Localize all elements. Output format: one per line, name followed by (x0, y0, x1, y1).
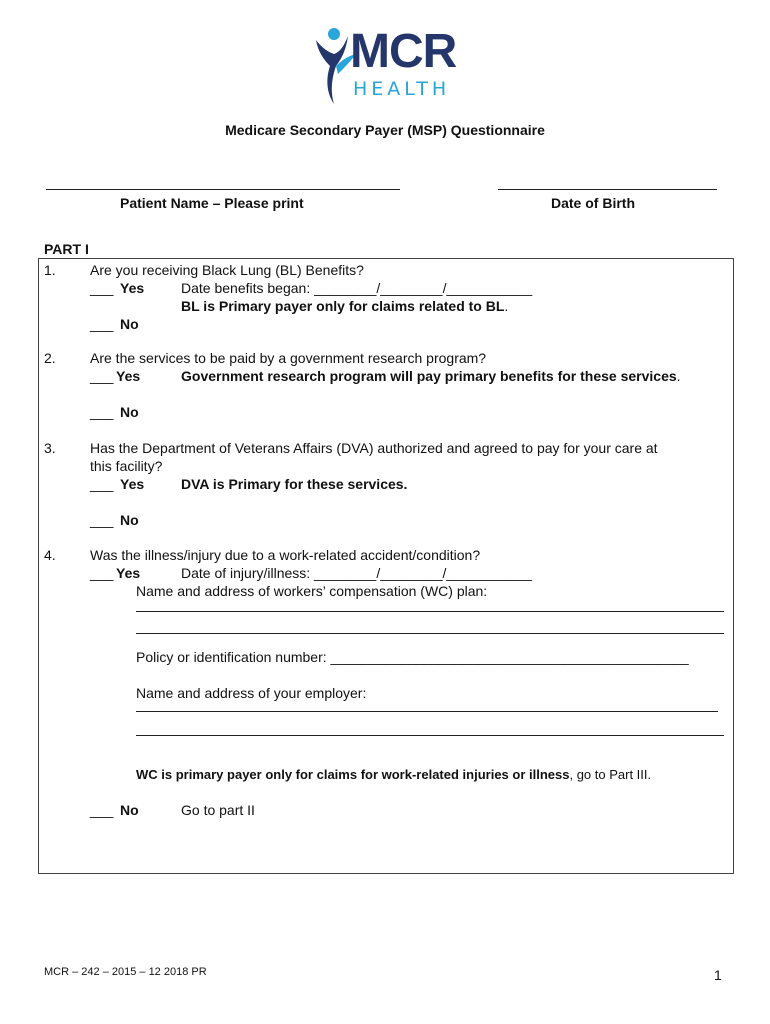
q3-yes-blank[interactable]: ___ (90, 476, 114, 492)
q3-no-label: No (120, 512, 139, 528)
q1-no-blank[interactable]: ___ (90, 316, 114, 332)
patient-name-line[interactable] (46, 189, 400, 190)
q4-text: Was the illness/injury due to a work-related accident/condition? (90, 547, 481, 563)
q4-yes-label: Yes (116, 565, 141, 581)
q4-wc-note: WC is primary payer only for claims for work-related injuries or illness (136, 767, 570, 782)
q2-yes-label: Yes (116, 368, 141, 384)
wc-plan-line-1[interactable] (136, 611, 724, 612)
q1-number: 1. (44, 262, 56, 278)
q4-no-blank[interactable]: ___ (90, 802, 114, 818)
q4-no-label: No (120, 802, 139, 818)
q2-no-label: No (120, 404, 139, 420)
q3-yes-label: Yes (120, 476, 145, 492)
q1-yes-blank[interactable]: ___ (90, 280, 114, 296)
q3-note: DVA is Primary for these services. (181, 476, 408, 492)
q4-no-goto: Go to part II (181, 802, 255, 818)
logo-wordmark: MCR (350, 25, 457, 78)
page-number: 1 (714, 967, 722, 983)
q3-number: 3. (44, 440, 56, 456)
q4-wc-note-rest: , go to Part III. (569, 767, 652, 782)
part-label: PART I (44, 241, 89, 257)
q4-yes-blank[interactable]: ___ (90, 565, 114, 581)
q2-text: Are the services to be paid by a government research program? (90, 350, 487, 366)
q2-note: Government research program will pay primary benefits for these services (181, 368, 677, 384)
q3-text-line1: Has the Department of Veterans Affairs (DVA) authorized and agreed to pay for your care at (90, 440, 658, 456)
q4-number: 4. (44, 547, 56, 563)
employer-line-1[interactable] (136, 711, 718, 712)
q1-text: Are you receiving Black Lung (BL) Benefits? (90, 262, 364, 278)
q4-date-field[interactable]: Date of injury/illness: ________/________/___________ (181, 565, 533, 581)
q3-text-line2: this facility? (90, 458, 163, 474)
q1-note-end: . (504, 298, 509, 314)
q4-policy-field[interactable]: Policy or identification number: ______________________________________________ (136, 649, 689, 665)
q3-no-blank[interactable]: ___ (90, 512, 114, 528)
page-title: Medicare Secondary Payer (MSP) Questionnaire (225, 122, 545, 138)
q1-yes-label: Yes (120, 280, 145, 296)
q2-no-blank[interactable]: ___ (90, 404, 114, 420)
form-code: MCR – 242 – 2015 – 12 2018 PR (44, 966, 207, 978)
q1-no-label: No (120, 316, 139, 332)
dob-label: Date of Birth (551, 195, 635, 211)
q4-wc-plan-label: Name and address of workers’ compensation (WC) plan: (136, 583, 488, 599)
q1-note: BL is Primary payer only for claims related to BL (181, 298, 505, 314)
q1-date-field[interactable]: Date benefits began: ________/________/___________ (181, 280, 533, 296)
q2-number: 2. (44, 350, 56, 366)
q2-note-end: . (676, 368, 681, 384)
q4-employer-label: Name and address of your employer: (136, 685, 367, 701)
logo-subtitle: HEALTH (353, 78, 451, 100)
employer-line-2[interactable] (136, 735, 724, 736)
dob-line[interactable] (498, 189, 717, 190)
wc-plan-line-2[interactable] (136, 633, 724, 634)
q2-yes-blank[interactable]: ___ (90, 368, 114, 384)
patient-name-label: Patient Name – Please print (120, 195, 304, 211)
